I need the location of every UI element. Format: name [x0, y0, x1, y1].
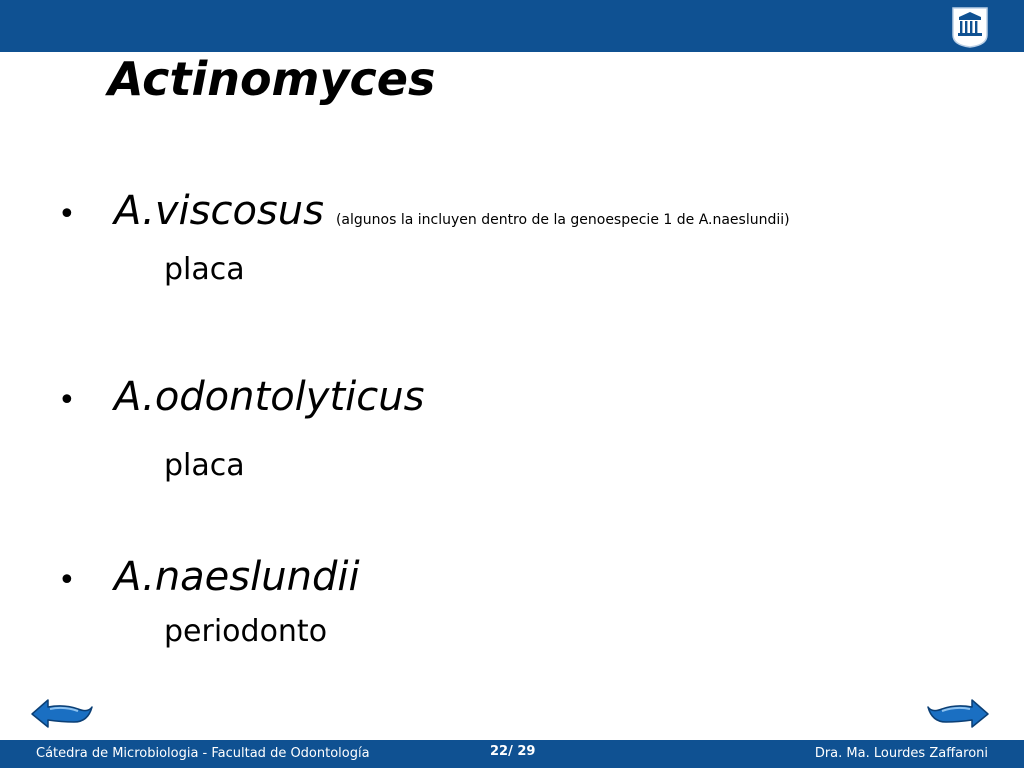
university-building-icon	[950, 5, 990, 49]
bullet-item-sub: periodonto	[164, 614, 328, 649]
bullet-item-name: A.viscosus	[114, 188, 324, 234]
bullet-item-naeslundii	[58, 554, 360, 600]
next-arrow-icon[interactable]	[926, 696, 990, 730]
page-number: 22/ 29	[490, 744, 536, 759]
bullet-marker: •	[58, 197, 76, 232]
footer-author: Dra. Ma. Lourdes Zaffaroni	[814, 746, 988, 761]
bullet-item-note: (algunos la incluyen dentro de la genoespecie 1 de A.naeslundii)	[335, 212, 790, 228]
header-bar	[0, 0, 1024, 52]
footer-department: Cátedra de Microbiologia - Facultad de Odontología	[36, 746, 370, 761]
slide-title: Actinomyces	[108, 52, 436, 106]
bullet-marker: •	[58, 563, 76, 598]
footer-bar	[0, 740, 1024, 768]
bullet-item-name: A.odontolyticus	[114, 374, 425, 420]
previous-arrow-icon[interactable]	[30, 696, 94, 730]
bullet-item-odontolyticus	[58, 374, 424, 420]
bullet-item-name: A.naeslundii	[114, 554, 360, 600]
bullet-item-sub: placa	[164, 448, 245, 483]
bullet-item-sub: placa	[164, 252, 245, 287]
bullet-marker: •	[58, 383, 76, 418]
bullet-item-viscosus	[58, 188, 790, 234]
